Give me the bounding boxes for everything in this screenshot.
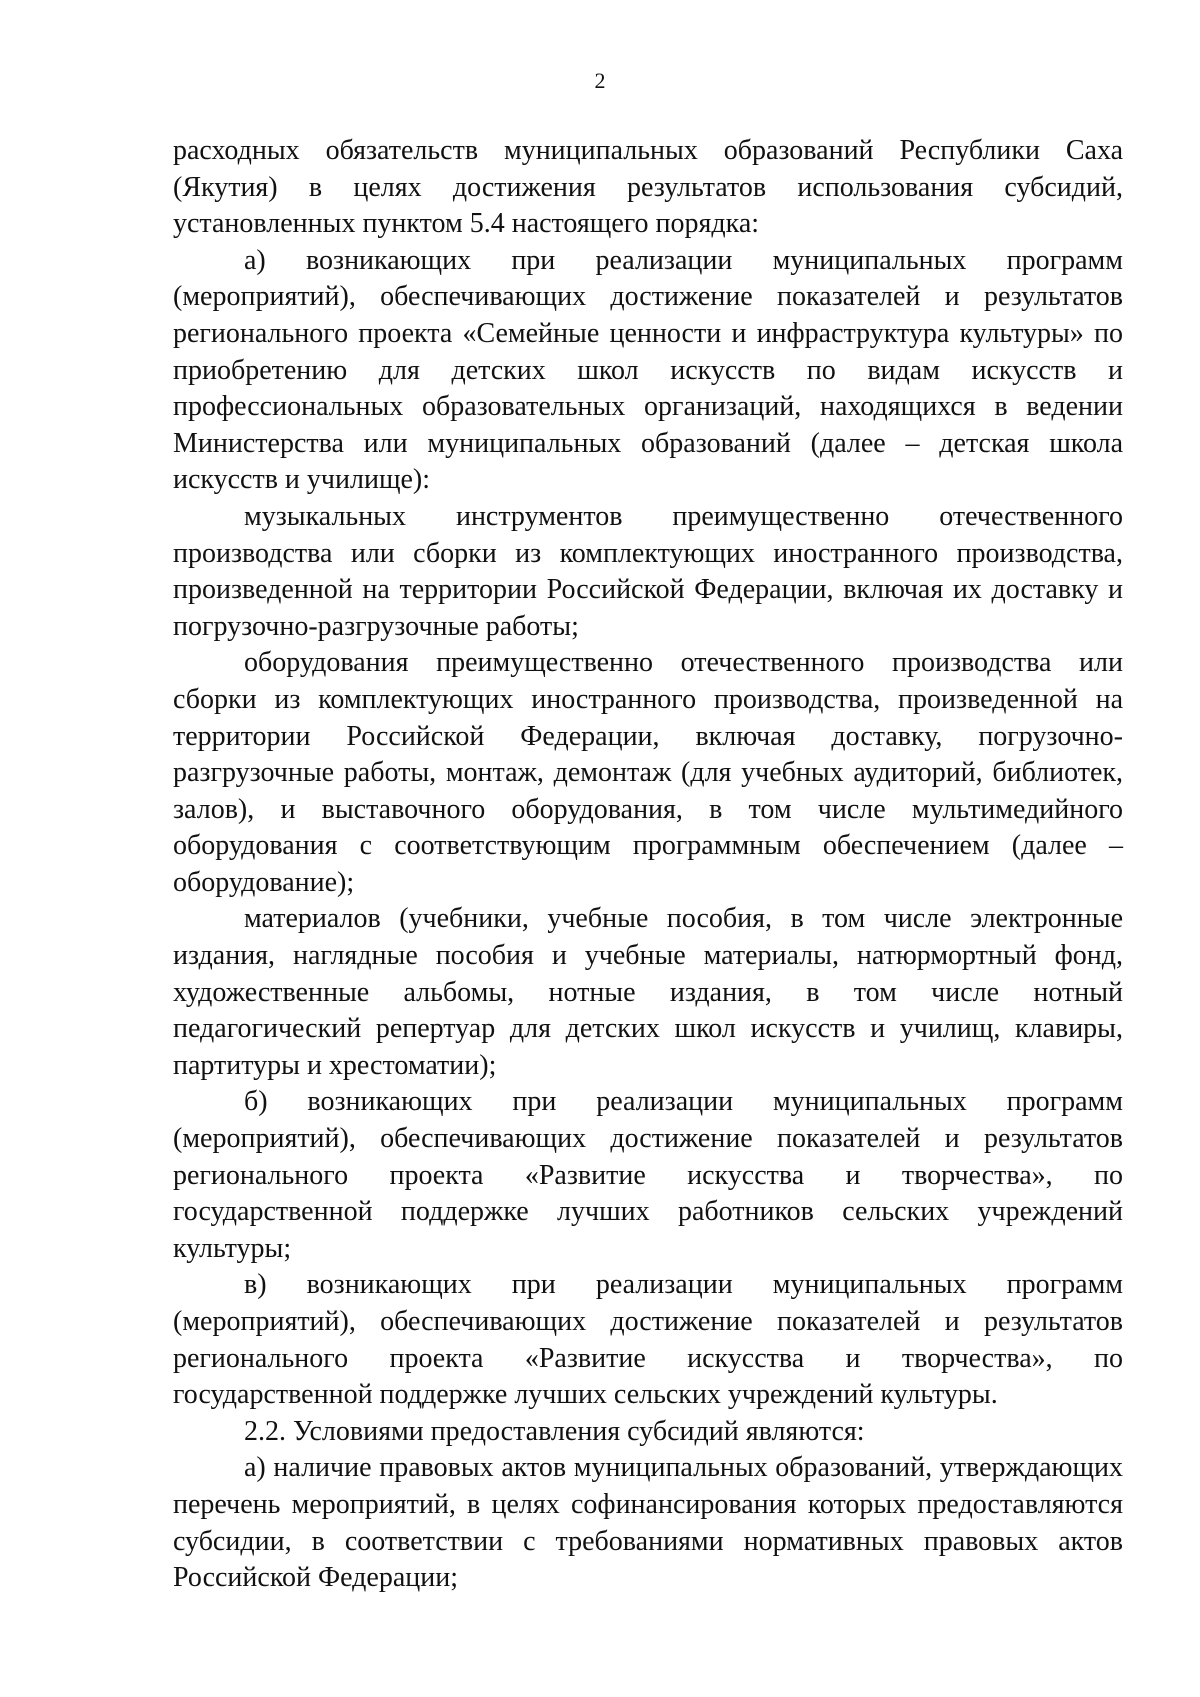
paragraph-item-a-family-values: а) возникающих при реализации муниципальных программ (мероприятий), обеспечивающих достижение показателей и результатов регионального проекта «Семейные ценности и инфраструктура культуры» по приобретению для детских школ искусств по видам искусств и профессиональных образовательных организаций, находящихся в ведении Министерства или муниципальных образований (далее – детская школа искусств и училище): xyxy=(173,244,1123,496)
paragraph-materials: материалов (учебники, учебные пособия, в том числе электронные издания, наглядные пособия и учебные материалы, натюрмортный фонд, художественные альбомы, нотные издания, в том числе нотный педагогический репертуар для детских школ искусств и училищ, клавиры, партитуры и хрестоматии); xyxy=(173,903,1123,1081)
paragraph-obligations-intro: расходных обязательств муниципальных образований Республики Саха (Якутия) в целях достижения результатов использования субсидий, установленных пунктом 5.4 настоящего порядка: xyxy=(173,135,1123,240)
document-body xyxy=(173,133,1123,1597)
paragraph-equipment: оборудования преимущественно отечественного производства или сборки из комплектующих иностранного производства, произведенной на территории Российской Федерации, включая доставку, погрузочно-разгрузочные работы, монтаж, демонтаж (для учебных аудиторий, библиотек, залов), и выставочного оборудования, в том числе мультимедийного оборудования с соответствующим программным обеспечением (далее – оборудование); xyxy=(173,647,1123,898)
paragraph-musical-instruments: музыкальных инструментов преимущественно отечественного производства или сборки из комплектующих иностранного производства, произведенной на территории Российской Федерации, включая их доставку и погрузочно-разгрузочные работы; xyxy=(173,500,1123,642)
paragraph-item-b-best-workers: б) возникающих при реализации муниципальных программ (мероприятий), обеспечивающих достижение показателей и результатов регионального проекта «Развитие искусства и творчества», по государственной поддержке лучших работников сельских учреждений культуры; xyxy=(173,1086,1123,1264)
page-number: 2 xyxy=(594,68,606,93)
paragraph-section-2-2-heading: 2.2. Условиями предоставления субсидий являются: xyxy=(244,1415,865,1447)
paragraph-condition-a-legal-acts: а) наличие правовых актов муниципальных образований, утверждающих перечень мероприятий, в целях софинансирования которых предоставляются субсидии, в соответствии с требованиями нормативных правовых актов Российской Федерации; xyxy=(173,1452,1123,1594)
paragraph-item-c-best-institutions: в) возникающих при реализации муниципальных программ (мероприятий), обеспечивающих достижение показателей и результатов регионального проекта «Развитие искусства и творчества», по государственной поддержке лучших сельских учреждений культуры. xyxy=(173,1269,1123,1411)
